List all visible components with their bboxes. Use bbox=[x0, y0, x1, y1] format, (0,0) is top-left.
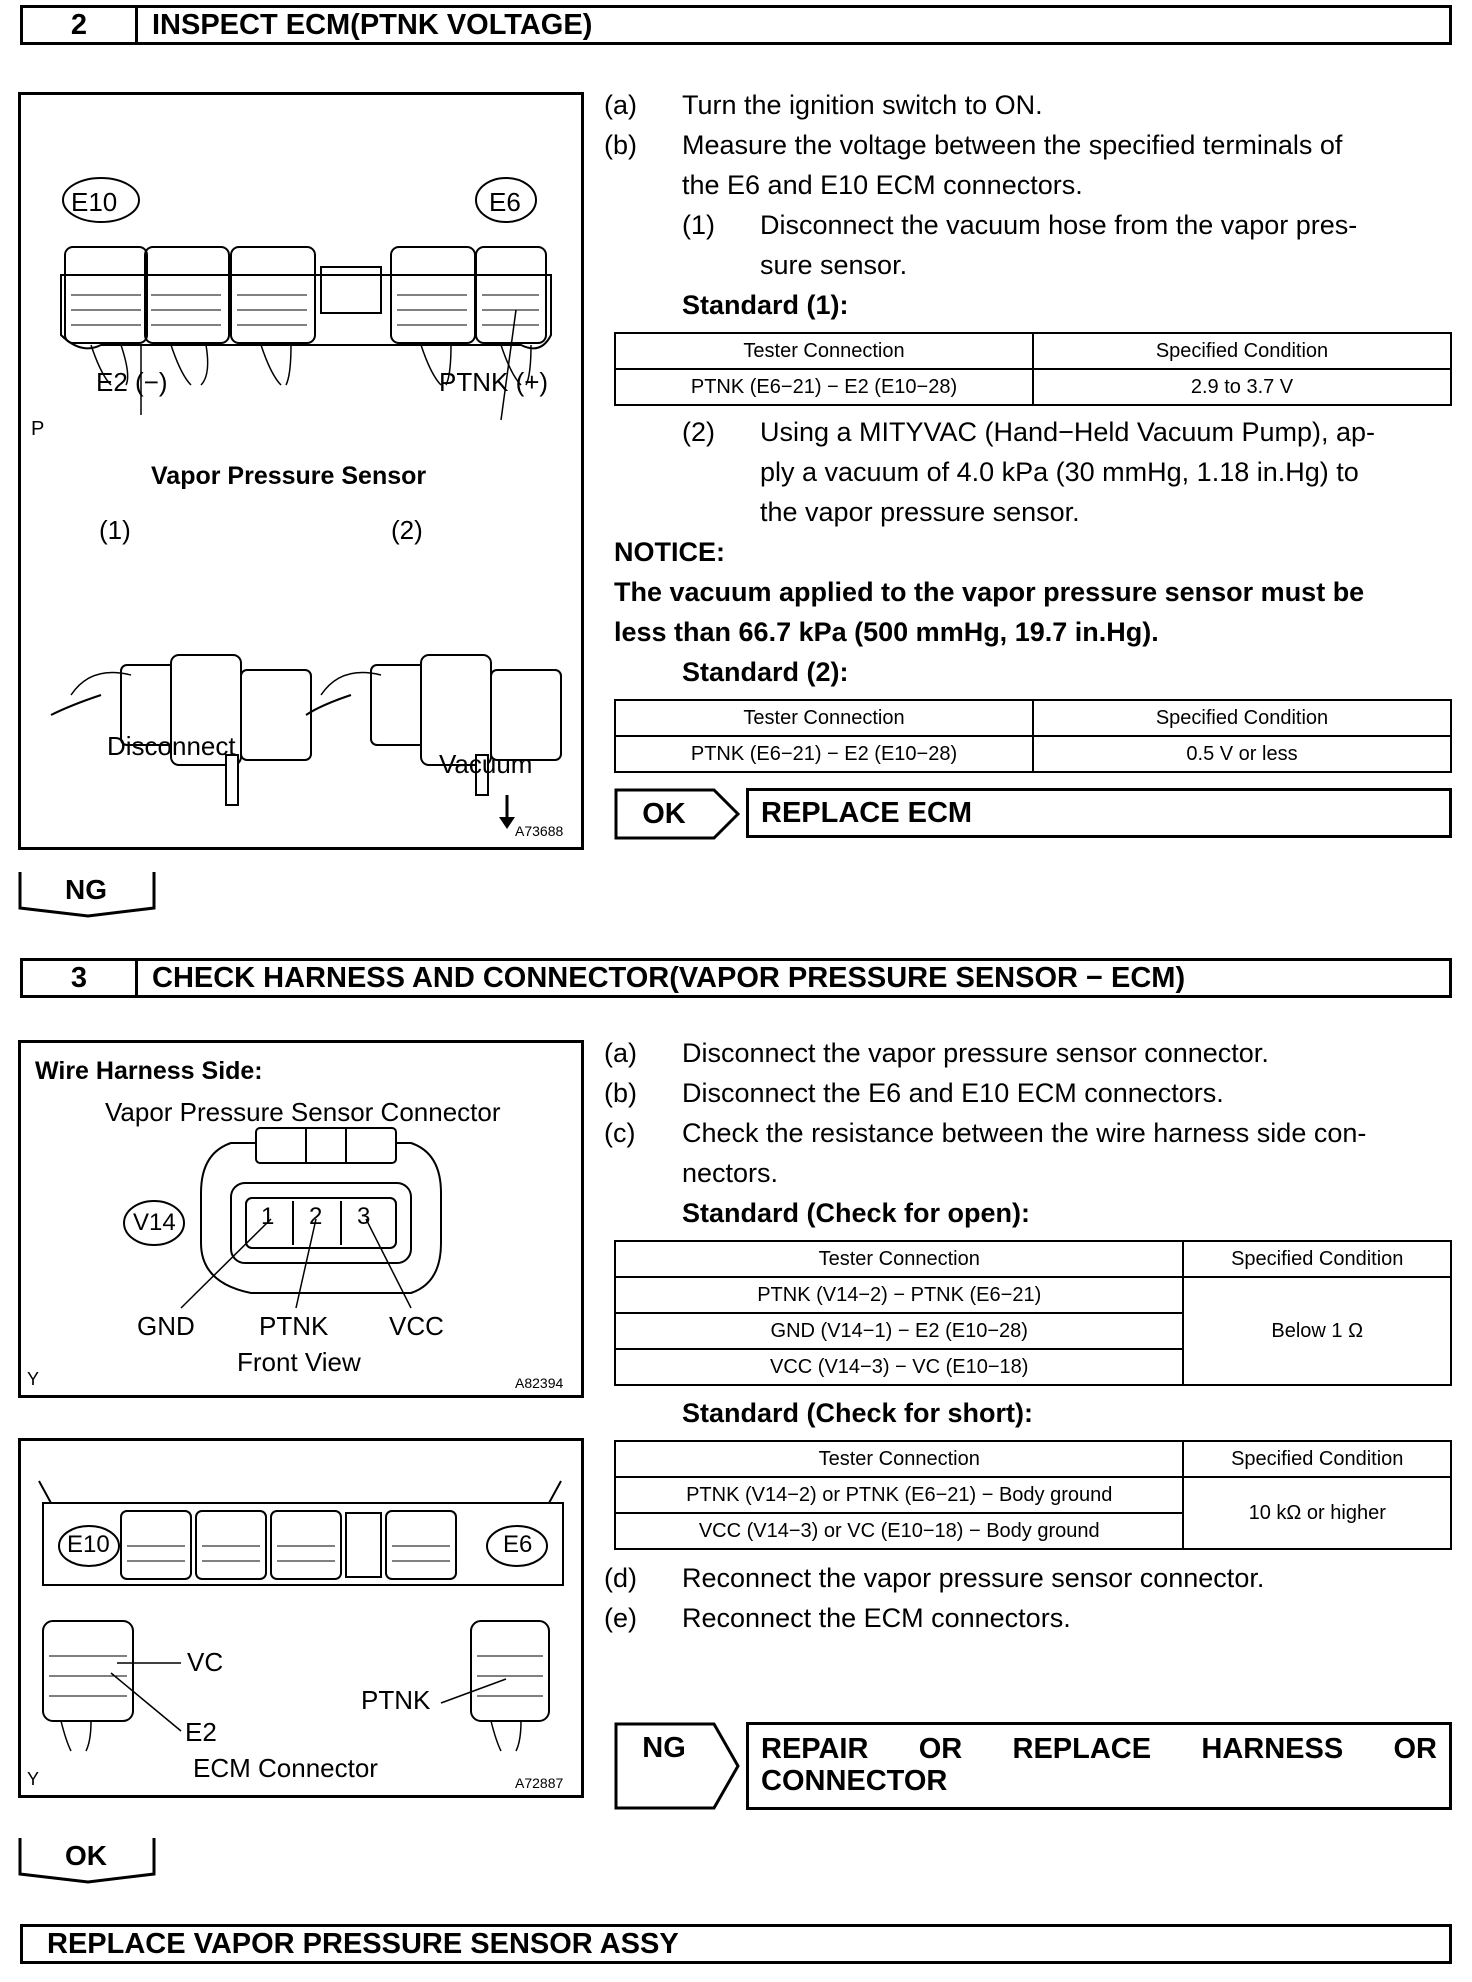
table-cell-condition: Below 1 Ω bbox=[1183, 1277, 1451, 1385]
pin-2-label: 2 bbox=[309, 1203, 323, 1230]
step-label: (a) bbox=[604, 90, 637, 120]
figure-1-label: (1) bbox=[99, 515, 131, 545]
notice-title: NOTICE: bbox=[614, 537, 725, 567]
step-text: Turn the ignition switch to ON. bbox=[682, 90, 1043, 120]
standard-1-table bbox=[614, 332, 1452, 406]
ok-tab-label: OK bbox=[642, 798, 686, 830]
vacuum-label: Vacuum bbox=[439, 749, 533, 779]
y-marker: Y bbox=[27, 1769, 40, 1789]
ng-tab-label: NG bbox=[65, 874, 107, 905]
table-cell: PTNK (E6−21) − E2 (E10−28) bbox=[615, 736, 1033, 772]
table-cell: VCC (V14−3) or VC (E10−18) − Body ground bbox=[615, 1513, 1183, 1549]
step-text: Disconnect the vacuum hose from the vapor pres- bbox=[760, 210, 1358, 240]
table-cell-condition: 10 kΩ or higher bbox=[1183, 1477, 1451, 1549]
standard-2-table bbox=[614, 699, 1452, 773]
step-label: (a) bbox=[604, 1038, 637, 1068]
table-cell: PTNK (E6−21) − E2 (E10−28) bbox=[615, 369, 1033, 405]
table-cell: PTNK (V14−2) − PTNK (E6−21) bbox=[615, 1277, 1183, 1313]
table-cell: VCC (V14−3) − VC (E10−18) bbox=[615, 1349, 1183, 1385]
vc-label: VC bbox=[187, 1647, 224, 1677]
e6-connector-label: E6 bbox=[489, 187, 521, 217]
notice-text-cont: less than 66.7 kPa (500 mmHg, 19.7 in.Hg). bbox=[614, 617, 1159, 647]
table-header: Specified Condition bbox=[1183, 1241, 1451, 1277]
figure-code: A72887 bbox=[515, 1775, 564, 1791]
standard-open-heading: Standard (Check for open): bbox=[682, 1198, 1031, 1228]
e10-label: E10 bbox=[67, 1531, 110, 1558]
step-label: (d) bbox=[604, 1563, 637, 1593]
table-header: Specified Condition bbox=[1033, 333, 1451, 369]
ptnk-terminal-label: PTNK (+) bbox=[439, 367, 549, 397]
step2-sub1-cont: sure sensor. bbox=[760, 250, 908, 280]
step3-figure-sensor-connector bbox=[18, 1040, 584, 1398]
step2-title: INSPECT ECM(PTNK VOLTAGE) bbox=[152, 8, 593, 41]
action-line-2: CONNECTOR bbox=[761, 1765, 948, 1797]
table-cell: GND (V14−1) − E2 (E10−28) bbox=[615, 1313, 1183, 1349]
replace-ecm-action: REPLACE ECM bbox=[746, 788, 1452, 838]
ng-tab-label: NG bbox=[642, 1732, 686, 1764]
step-text: Disconnect the E6 and E10 ECM connectors. bbox=[682, 1078, 1224, 1108]
step-label: (b) bbox=[604, 130, 637, 160]
step-label: (b) bbox=[604, 1078, 637, 1108]
final-action-title: REPLACE VAPOR PRESSURE SENSOR ASSY bbox=[47, 1927, 679, 1960]
step2-figure bbox=[18, 92, 584, 850]
ecm-connector-label: ECM Connector bbox=[193, 1753, 378, 1783]
e2-label: E2 bbox=[185, 1717, 217, 1747]
step3-c-cont: nectors. bbox=[682, 1158, 779, 1188]
e2-terminal-label: E2 (−) bbox=[96, 367, 168, 397]
table-header: Specified Condition bbox=[1033, 700, 1451, 736]
table-header: Specified Condition bbox=[1183, 1441, 1451, 1477]
step-label: (c) bbox=[604, 1118, 636, 1148]
step3-figure-ecm-connector bbox=[18, 1438, 584, 1798]
table-header: Tester Connection bbox=[615, 1241, 1183, 1277]
step3-title: CHECK HARNESS AND CONNECTOR(VAPOR PRESSURE SENSOR − ECM) bbox=[152, 961, 1186, 994]
step-text: Disconnect the vapor pressure sensor connector. bbox=[682, 1038, 1269, 1068]
step-text: Reconnect the vapor pressure sensor connector. bbox=[682, 1563, 1265, 1593]
step-text: Measure the voltage between the specified terminals of bbox=[682, 130, 1343, 160]
step3-number: 3 bbox=[23, 961, 138, 995]
figure-code: A73688 bbox=[515, 823, 564, 839]
sensor-title: Vapor Pressure Sensor bbox=[151, 462, 427, 490]
figure-2-label: (2) bbox=[391, 515, 423, 545]
ptnk-label: PTNK bbox=[259, 1311, 329, 1341]
step2-number: 2 bbox=[23, 8, 138, 42]
standard-short-heading: Standard (Check for short): bbox=[682, 1398, 1034, 1428]
e6-label: E6 bbox=[503, 1531, 533, 1558]
standard-1-heading: Standard (1): bbox=[682, 290, 849, 320]
vcc-label: VCC bbox=[389, 1311, 444, 1341]
table-cell: 2.9 to 3.7 V bbox=[1033, 369, 1451, 405]
table-header: Tester Connection bbox=[615, 333, 1033, 369]
step-label: (e) bbox=[604, 1603, 637, 1633]
gnd-label: GND bbox=[137, 1311, 195, 1341]
ptnk-label: PTNK bbox=[361, 1685, 431, 1715]
front-view-label: Front View bbox=[237, 1347, 361, 1377]
disconnect-label: Disconnect bbox=[107, 731, 236, 761]
table-cell: PTNK (V14−2) or PTNK (E6−21) − Body ground bbox=[615, 1477, 1183, 1513]
step-label: (2) bbox=[682, 417, 715, 447]
table-cell: 0.5 V or less bbox=[1033, 736, 1451, 772]
action-line-1: REPAIR OR REPLACE HARNESS OR bbox=[761, 1733, 1437, 1765]
step2-b-cont: the E6 and E10 ECM connectors. bbox=[682, 170, 1083, 200]
v14-label: V14 bbox=[133, 1209, 176, 1236]
connector-name-label: Vapor Pressure Sensor Connector bbox=[105, 1097, 501, 1127]
ok-tab-label: OK bbox=[65, 1840, 107, 1871]
step-text: Check the resistance between the wire harness side con- bbox=[682, 1118, 1367, 1148]
step2-header bbox=[20, 5, 1452, 45]
notice-text: The vacuum applied to the vapor pressure sensor must be bbox=[614, 577, 1365, 607]
repair-harness-action bbox=[746, 1722, 1452, 1810]
step3-header bbox=[20, 958, 1452, 998]
standard-2-heading: Standard (2): bbox=[682, 657, 849, 687]
wire-harness-side-label: Wire Harness Side: bbox=[35, 1057, 263, 1085]
step-text: Reconnect the ECM connectors. bbox=[682, 1603, 1071, 1633]
figure-code: A82394 bbox=[515, 1375, 564, 1391]
step-label: (1) bbox=[682, 210, 715, 240]
standard-open-table bbox=[614, 1240, 1452, 1386]
table-header: Tester Connection bbox=[615, 700, 1033, 736]
step-text: Using a MITYVAC (Hand−Held Vacuum Pump), ap- bbox=[760, 417, 1375, 447]
p-marker: P bbox=[31, 418, 45, 440]
pin-3-label: 3 bbox=[357, 1203, 371, 1230]
ecm-connector-drawing bbox=[21, 1441, 587, 1801]
final-action-header bbox=[20, 1924, 1452, 1964]
y-marker: Y bbox=[27, 1369, 40, 1389]
standard-short-table bbox=[614, 1440, 1452, 1550]
e10-connector-label: E10 bbox=[71, 187, 118, 217]
table-header: Tester Connection bbox=[615, 1441, 1183, 1477]
step2-sub2-cont: ply a vacuum of 4.0 kPa (30 mmHg, 1.18 in.Hg) to bbox=[760, 457, 1359, 487]
pin-1-label: 1 bbox=[261, 1203, 275, 1230]
step2-sub2-cont2: the vapor pressure sensor. bbox=[760, 497, 1080, 527]
